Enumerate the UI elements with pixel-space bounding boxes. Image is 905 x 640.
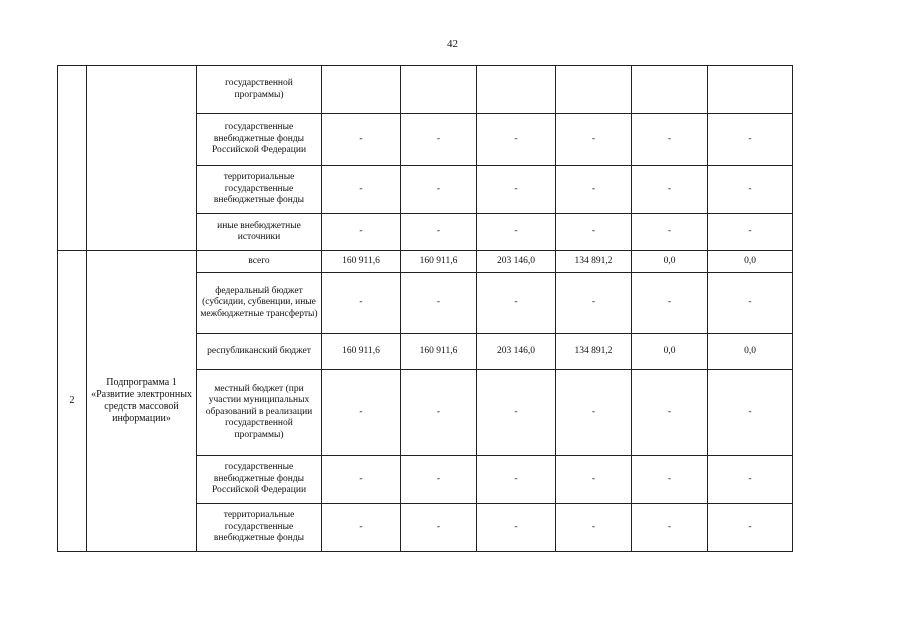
value-cell: 0,0 [632,251,708,273]
value-cell: - [401,214,477,251]
value-cell: - [632,456,708,504]
value-cell: 203 146,0 [477,334,556,370]
value-cell: - [477,273,556,334]
value-cell: - [477,504,556,552]
value-cell: - [477,214,556,251]
value-cell [556,66,632,114]
value-cell: - [401,166,477,214]
value-cell: - [322,166,401,214]
funding-source-cell: территориальные государственные внебюджетные фонды [197,504,322,552]
value-cell: - [477,114,556,166]
value-cell: - [708,504,793,552]
funding-source-cell: государственные внебюджетные фонды Российской Федерации [197,114,322,166]
value-cell: - [401,456,477,504]
funding-source-cell: иные внебюджетные источники [197,214,322,251]
value-cell: - [556,166,632,214]
value-cell: - [401,504,477,552]
value-cell: - [322,370,401,456]
value-cell: - [708,456,793,504]
value-cell: - [401,370,477,456]
value-cell: - [556,114,632,166]
program-name-cell [87,66,197,251]
value-cell: 160 911,6 [322,334,401,370]
value-cell [477,66,556,114]
value-cell: - [632,504,708,552]
value-cell: - [322,214,401,251]
value-cell: - [477,456,556,504]
page-number: 42 [447,38,458,50]
value-cell: 0,0 [708,334,793,370]
row-number-cell: 2 [58,251,87,552]
value-cell: - [556,214,632,251]
value-cell: - [322,114,401,166]
value-cell: - [632,114,708,166]
subprogram-name-cell: Подпрограмма 1 «Развитие электронных средств массовой информации» [87,251,197,552]
value-cell: - [477,166,556,214]
value-cell: - [401,273,477,334]
value-cell: - [401,114,477,166]
value-cell: 134 891,2 [556,251,632,273]
value-cell: - [708,370,793,456]
table-row [58,251,793,273]
budget-table [57,65,793,552]
value-cell: - [632,214,708,251]
value-cell: - [322,456,401,504]
value-cell: - [556,456,632,504]
value-cell: - [477,370,556,456]
value-cell: - [322,504,401,552]
funding-source-cell: местный бюджет (при участии муниципальных образований в реализации государственной программы) [197,370,322,456]
value-cell: - [322,273,401,334]
funding-source-cell: федеральный бюджет (субсидии, субвенции, иные межбюджетные трансферты) [197,273,322,334]
row-number-cell [58,66,87,251]
value-cell: - [632,273,708,334]
value-cell: - [708,114,793,166]
value-cell: - [556,273,632,334]
funding-source-cell: территориальные государственные внебюджетные фонды [197,166,322,214]
value-cell [322,66,401,114]
value-cell [708,66,793,114]
value-cell: - [632,166,708,214]
value-cell: 160 911,6 [322,251,401,273]
funding-source-cell: республиканский бюджет [197,334,322,370]
funding-source-cell: государственной программы) [197,66,322,114]
value-cell: - [556,504,632,552]
value-cell: - [556,370,632,456]
funding-source-cell: всего [197,251,322,273]
value-cell: - [708,214,793,251]
value-cell [401,66,477,114]
value-cell: - [708,273,793,334]
funding-source-cell: государственные внебюджетные фонды Российской Федерации [197,456,322,504]
value-cell: - [708,166,793,214]
value-cell: 0,0 [708,251,793,273]
value-cell: 160 911,6 [401,334,477,370]
value-cell [632,66,708,114]
value-cell: 203 146,0 [477,251,556,273]
value-cell: 134 891,2 [556,334,632,370]
value-cell: - [632,370,708,456]
table-row [58,66,793,114]
value-cell: 160 911,6 [401,251,477,273]
value-cell: 0,0 [632,334,708,370]
